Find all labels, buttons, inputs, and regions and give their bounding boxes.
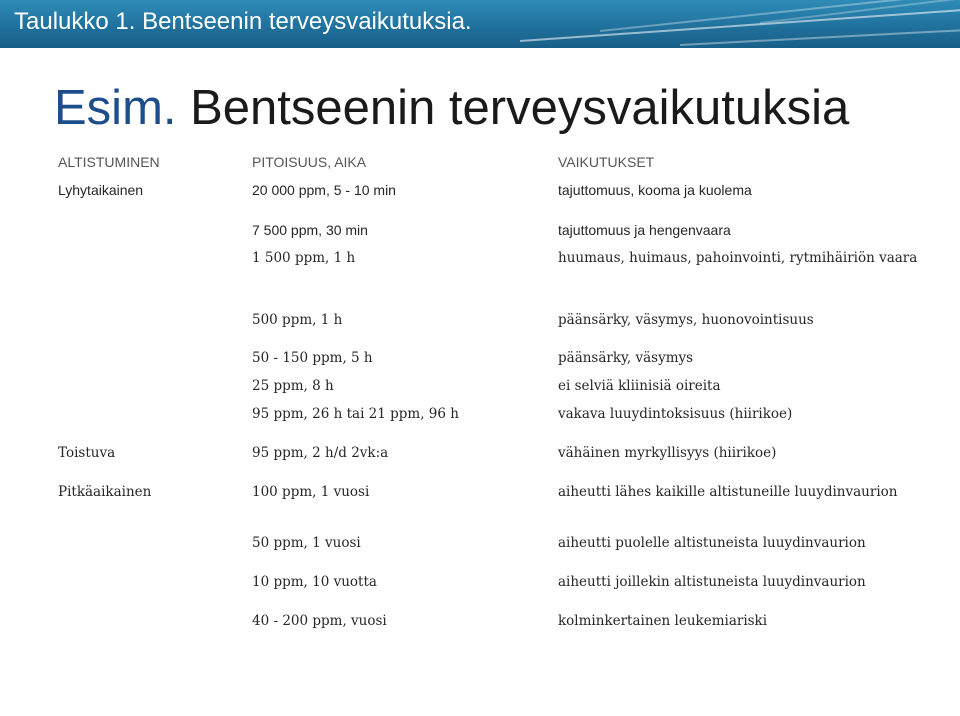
row-exposure: Lyhytaikainen [58, 182, 144, 198]
row-concentration: 1 500 ppm, 1 h [252, 250, 356, 266]
row-concentration: 95 ppm, 26 h tai 21 ppm, 96 h [252, 406, 459, 422]
header-effects: VAIKUTUKSET [558, 154, 655, 170]
row-concentration: 50 - 150 ppm, 5 h [252, 350, 373, 366]
row-concentration: 10 ppm, 10 vuotta [252, 574, 377, 590]
row-effect: aiheutti lähes kaikille altistuneille luuydinvaurion [558, 484, 898, 500]
row-effect: kolminkertainen leukemiariski [558, 613, 768, 629]
row-effect: vakava luuydintoksisuus (hiirikoe) [558, 406, 793, 422]
row-concentration: 40 - 200 ppm, vuosi [252, 613, 387, 629]
title-prefix: Esim. [54, 81, 177, 135]
row-effect: ei selviä kliinisiä oireita [558, 378, 721, 394]
row-effect: tajuttomuus, kooma ja kuolema [558, 182, 752, 198]
row-effect: tajuttomuus ja hengenvaara [558, 222, 731, 238]
row-effect: vähäinen myrkyllisyys (hiirikoe) [558, 445, 777, 461]
row-concentration: 500 ppm, 1 h [252, 312, 343, 328]
banner-decoration [680, 25, 960, 46]
header-exposure: ALTISTUMINEN [58, 154, 160, 170]
slide-title [54, 80, 849, 136]
row-effect: aiheutti joillekin altistuneista luuydinvaurion [558, 574, 866, 590]
row-concentration: 20 000 ppm, 5 - 10 min [252, 182, 396, 198]
row-exposure: Toistuva [58, 445, 116, 461]
title-main: Bentseenin terveysvaikutuksia [190, 81, 850, 135]
row-concentration: 25 ppm, 8 h [252, 378, 334, 394]
header-concentration: PITOISUUS, AIKA [252, 154, 367, 170]
banner-decoration [520, 7, 960, 42]
row-effect: aiheutti puolelle altistuneista luuydinvaurion [558, 535, 866, 551]
row-effect: päänsärky, väsymys [558, 350, 694, 366]
caption-banner [0, 0, 960, 48]
row-effect: päänsärky, väsymys, huonovointisuus [558, 312, 814, 328]
row-exposure: Pitkäaikainen [58, 484, 152, 500]
row-concentration: 7 500 ppm, 30 min [252, 222, 368, 238]
row-effect: huumaus, huimaus, pahoinvointi, rytmihäiriön vaara [558, 250, 918, 266]
row-concentration: 100 ppm, 1 vuosi [252, 484, 370, 500]
table-caption: Taulukko 1. Bentseenin terveysvaikutuksia. [14, 8, 472, 35]
row-concentration: 95 ppm, 2 h/d 2vk:a [252, 445, 389, 461]
row-concentration: 50 ppm, 1 vuosi [252, 535, 361, 551]
